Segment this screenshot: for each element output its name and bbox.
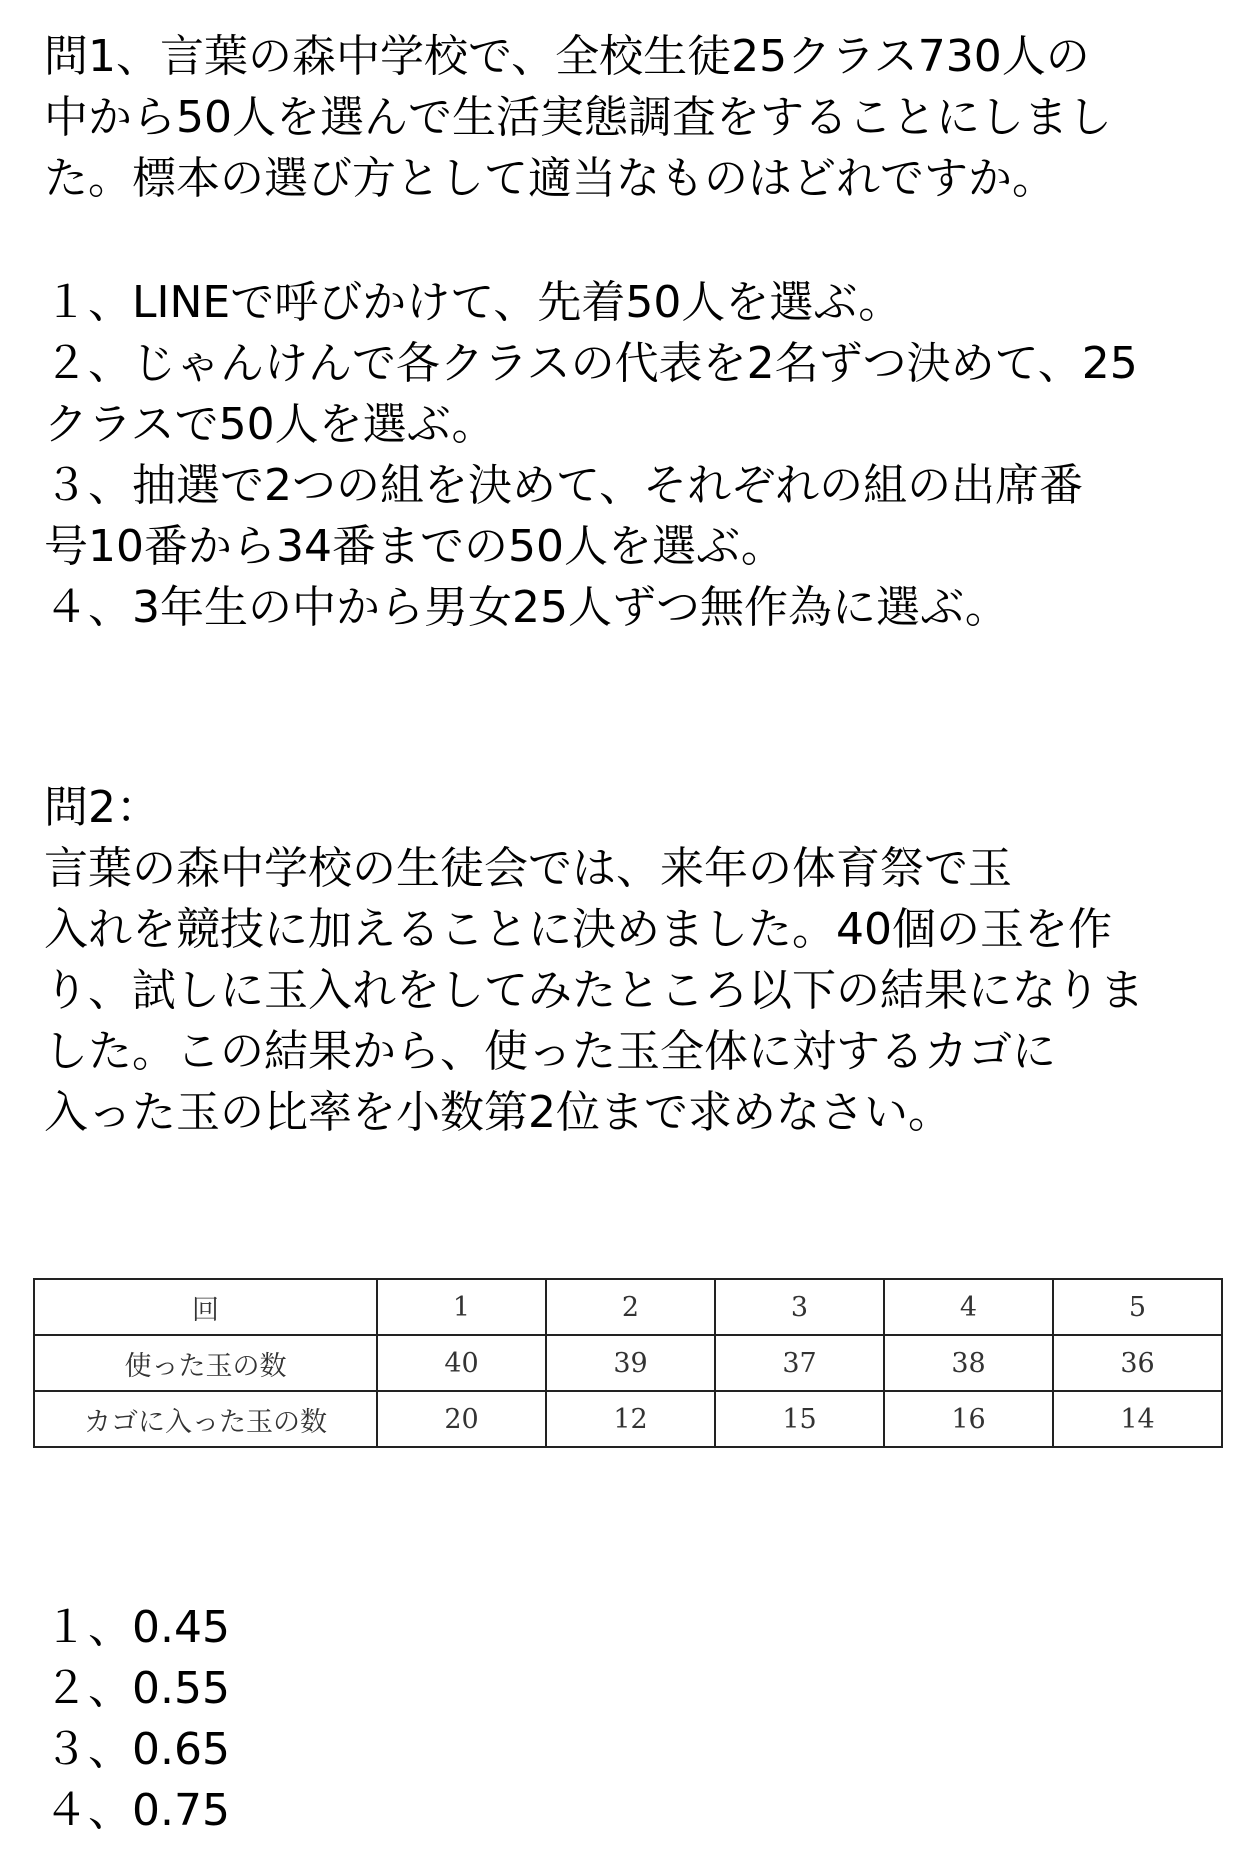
- question-1-option-4: ４、3年生の中から男女25人ずつ無作為に選ぶ。: [44, 582, 1009, 633]
- question-1-option-2-continued: クラスで50人を選ぶ。: [44, 399, 496, 450]
- question-1-line: た。標本の選び方として適当なものはどれですか。: [44, 153, 1056, 204]
- table-cell: 16: [884, 1391, 1053, 1447]
- table-cell: 39: [546, 1335, 715, 1391]
- table-header-row: [34, 1279, 1222, 1335]
- question-1-options: [44, 272, 1214, 638]
- question-1-line: 中から50人を選んで生活実態調査をすることにしまし: [44, 92, 1112, 143]
- question-2-answers: [44, 1597, 1214, 1841]
- table-cell: 37: [715, 1335, 884, 1391]
- question-2-line: り、試しに玉入れをしてみたところ以下の結果になりま: [44, 965, 1144, 1016]
- question-2-text: [44, 838, 1214, 1143]
- question-1-line: 問1、言葉の森中学校で、全校生徒25クラス730人の: [44, 31, 1090, 82]
- table-header-cell: 1: [377, 1279, 546, 1335]
- answer-option-4: ４、0.75: [44, 1785, 230, 1836]
- answer-option-3: ３、0.65: [44, 1724, 230, 1775]
- answer-option-1: １、0.45: [44, 1602, 230, 1653]
- question-1-option-3: ３、抽選で2つの組を決めて、それぞれの組の出席番: [44, 460, 1084, 511]
- table-cell: 14: [1053, 1391, 1222, 1447]
- question-2-title: 問2：: [44, 782, 160, 833]
- results-table-container: [33, 1278, 1222, 1448]
- table-cell: 36: [1053, 1335, 1222, 1391]
- question-1-option-2: ２、じゃんけんで各クラスの代表を2名ずつ決めて、25: [44, 338, 1138, 389]
- table-cell: 15: [715, 1391, 884, 1447]
- table-cell: 12: [546, 1391, 715, 1447]
- answer-option-2: ２、0.55: [44, 1663, 230, 1714]
- question-2-line: 入れを競技に加えることに決めました。40個の玉を作: [44, 904, 1112, 955]
- question-2-heading: [44, 777, 1214, 838]
- table-header-cell: 2: [546, 1279, 715, 1335]
- table-cell: 20: [377, 1391, 546, 1447]
- table-row: [34, 1335, 1222, 1391]
- question-1-option-3-continued: 号10番から34番までの50人を選ぶ。: [44, 521, 785, 572]
- question-2-line: した。この結果から、使った玉全体に対するカゴに: [44, 1026, 1056, 1077]
- table-row-label: カゴに入った玉の数: [34, 1391, 377, 1447]
- question-2-line: 入った玉の比率を小数第2位まで求めなさい。: [44, 1087, 952, 1138]
- table-header-cell: 4: [884, 1279, 1053, 1335]
- question-2-line: 言葉の森中学校の生徒会では、来年の体育祭で玉: [44, 843, 1012, 894]
- results-table: [33, 1278, 1223, 1448]
- question-1-option-1: １、LINEで呼びかけて、先着50人を選ぶ。: [44, 277, 903, 328]
- table-header-cell: 3: [715, 1279, 884, 1335]
- table-cell: 40: [377, 1335, 546, 1391]
- table-header-cell: 5: [1053, 1279, 1222, 1335]
- table-header-label: 回: [34, 1279, 377, 1335]
- table-cell: 38: [884, 1335, 1053, 1391]
- table-row-label: 使った玉の数: [34, 1335, 377, 1391]
- table-row: [34, 1391, 1222, 1447]
- question-1-text: [44, 26, 1214, 209]
